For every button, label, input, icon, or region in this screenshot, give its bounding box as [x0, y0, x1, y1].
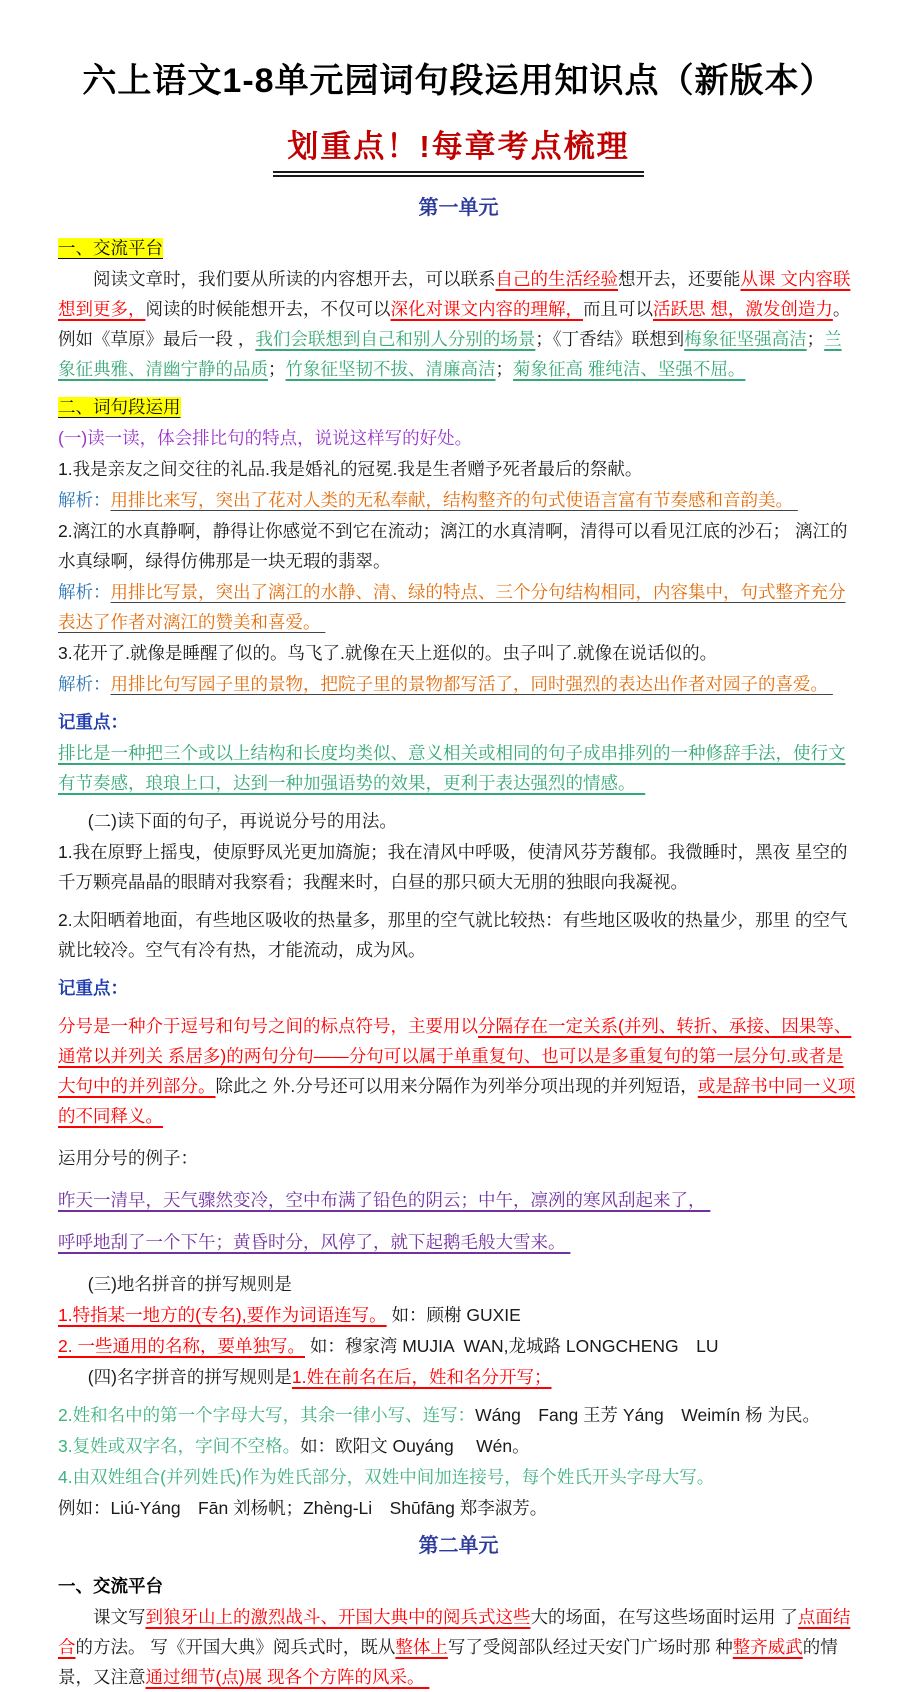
- semicolon-sample-line-2: [58, 1227, 859, 1257]
- text-segment: 或是辞书中同一义项的不同释义。: [58, 1075, 856, 1126]
- paragraph-scene-writing: [58, 1602, 859, 1692]
- text-segment: ；: [268, 358, 286, 379]
- text-segment: Wáng Fang 王芳 Yáng Weimín 杨 为民。: [475, 1404, 821, 1425]
- text-segment: (三)地名拼音的拼写规则是: [87, 1273, 292, 1294]
- name-rule-2: [58, 1400, 859, 1430]
- text-segment: 分号是一种介于逗号和句号之间的标点符号，主要用以: [58, 1015, 478, 1036]
- name-rule-4: [58, 1462, 859, 1492]
- analysis-2: [58, 577, 859, 637]
- text-segment: 一、交流平台: [58, 237, 163, 258]
- text-segment: (四)名字拼音的拼写规则是: [87, 1366, 292, 1387]
- text-segment: ；《丁香结》联想到: [535, 328, 685, 349]
- subtitle-row: [58, 121, 859, 177]
- text-segment: 用排比句写园子里的景物，把院子里的景物都写活了，同时强烈的表达出作者对园子的喜爱。: [110, 673, 833, 694]
- text-segment: 自己的生活经验: [495, 268, 618, 289]
- text-segment: 排比是一种把三个或以上结构和长度均类似、意义相关或相同的句子成串排列的一种修辞手法，使行文有节奏感，琅琅上口，达到一种加强语势的效果，更利于表达强烈的情感。: [58, 742, 846, 793]
- text-segment: 的情景，又注意: [58, 1636, 838, 1687]
- text-segment: 解析：: [58, 581, 111, 602]
- keypoint-label-2: [58, 973, 859, 1003]
- text-segment: 深化对课文内容的理解，: [390, 298, 583, 319]
- section-heading-exchange-platform-1: [58, 233, 859, 263]
- name-rule-4-example: [58, 1493, 859, 1523]
- paragraph-reading-expansion: [58, 264, 859, 384]
- placename-rule-1: [58, 1300, 859, 1330]
- text-segment: 点面结合: [58, 1606, 851, 1657]
- text-segment: 1.特指某一地方的(专名),要作为词语连写。: [58, 1304, 387, 1325]
- text-segment: 3.复姓或双字名，字间不空格。: [58, 1435, 301, 1456]
- text-segment: (一)读一读，体会排比句的特点，说说这样写的好处。: [58, 427, 473, 448]
- text-segment: 运用分号的例子：: [58, 1147, 198, 1168]
- exercise-2-prompt: [58, 806, 859, 836]
- exercise-1-prompt: [58, 423, 859, 453]
- text-segment: 我们会联想到自己和别人分别的场景: [255, 328, 536, 349]
- text-segment: 2.太阳晒着地面，有些地区吸收的热量多，那里的空气就比较热：有些地区吸收的热量少，那里 的空气就比较冷。空气有冷有热，才能流动，成为风。: [58, 909, 848, 960]
- text-segment: 记重点：: [58, 977, 128, 998]
- text-segment: 整体上: [395, 1636, 448, 1657]
- text-segment: 的方法。 写《开国大典》阅兵式时，既从: [75, 1636, 396, 1657]
- text-segment: 竹象征坚韧不拔、清廉高洁: [285, 358, 496, 379]
- text-segment: 通过细节(点)展 现各个方阵的风采。: [145, 1666, 430, 1687]
- text-segment: 第二单元: [418, 1534, 499, 1557]
- text-segment: 如：欧阳文 Ouyáng Wén。: [300, 1435, 530, 1456]
- text-segment: 一、交流平台: [58, 1575, 163, 1596]
- text-segment: 第一单元: [418, 196, 499, 219]
- text-segment: 菊象征高 雅纯洁、坚强不屈。: [513, 358, 746, 379]
- text-segment: (二)读下面的句子，再说说分号的用法。: [87, 810, 397, 831]
- text-segment: 梅象征坚强高洁: [684, 328, 807, 349]
- text-segment: 用排比写景，突出了漓江的水静、清、绿的特点、三个分句结构相同，内容集中，句式整齐充分表达了作者对漓江的赞美和喜爱。: [58, 581, 846, 632]
- page-title: 六上语文1-8单元园词句段运用知识点（新版本）: [82, 62, 835, 100]
- text-segment: 如：穆家湾 MUJIA WAN,龙城路 LONGCHENG LU: [304, 1335, 719, 1356]
- text-segment: 分隔存在一定关系(并列、转折、承接、因果等、通常以并列关 系居多)的两句分句——分句可以属于单重复句、也可以是多重复句的第一层分句.或者是大句中的并列部分。: [58, 1015, 852, 1096]
- text-segment: 写了受阅部队经过天安门广场时那 种: [447, 1636, 733, 1657]
- exercise-3-prompt: [58, 1269, 859, 1299]
- example-sentence-3: [58, 638, 859, 668]
- semicolon-examples-label: [58, 1143, 859, 1173]
- semicolon-example-2: [58, 905, 859, 965]
- analysis-1: [58, 485, 859, 515]
- name-rule-3: [58, 1431, 859, 1461]
- example-sentence-2: [58, 516, 859, 576]
- semicolon-example-1: [58, 837, 859, 897]
- text-segment: 记重点：: [58, 711, 128, 732]
- text-segment: 如：顾榭 GUXIE: [386, 1304, 521, 1325]
- text-segment: 。例如《草原》最后一段 ，: [58, 298, 851, 349]
- text-segment: 课文写: [93, 1606, 146, 1627]
- text-segment: 2.漓江的水真静啊，静得让你感觉不到它在流动；漓江的水真清啊，清得可以看见江底的沙石； 漓江的水真绿啊，绿得仿佛那是一块无瑕的翡翠。: [58, 520, 848, 571]
- text-segment: 二、词句段运用: [58, 396, 181, 417]
- text-segment: 3.花开了.就像是睡醒了似的。鸟飞了.就像在天上逛似的。虫子叫了.就像在说话似的。: [58, 642, 718, 663]
- text-segment: 阅读文章时，我们要从所读的内容想开去，可以联系: [93, 268, 496, 289]
- keypoint-text-semicolon: [58, 1011, 859, 1131]
- text-segment: 而且可以: [583, 298, 653, 319]
- unit-2-heading: [58, 1531, 859, 1561]
- text-segment: 昨天一清早，天气骤然变冷，空中布满了铅色的阴云；中午，凛冽的寒风刮起来了，: [58, 1189, 711, 1210]
- placename-rule-2: [58, 1331, 859, 1361]
- section-heading-exchange-platform-2: [58, 1571, 859, 1601]
- page-subtitle: 划重点！!每章考点梳理: [273, 121, 643, 177]
- text-segment: 阅读的时候能想开去，不仅可以: [145, 298, 391, 319]
- text-segment: 2. 一些通用的名称，要单独写。: [58, 1335, 305, 1356]
- keypoint-text-paibi: [58, 738, 859, 798]
- text-segment: 解析：: [58, 673, 111, 694]
- text-segment: 整齐威武: [732, 1636, 803, 1657]
- text-segment: 大的场面，在写这些场面时运用 了: [530, 1606, 798, 1627]
- text-segment: ；: [806, 328, 825, 349]
- text-segment: 1.我是亲友之间交往的礼品.我是婚礼的冠冕.我是生者赠予死者最后的祭献。: [58, 458, 643, 479]
- text-segment: 除此之 外.分号还可以用来分隔作为列举分项出现的并列短语，: [215, 1075, 698, 1096]
- text-segment: 从课 文内容联想到更多，: [58, 268, 851, 319]
- semicolon-sample-line-1: [58, 1185, 859, 1215]
- text-segment: 例如：Liú-Yáng Fān 刘杨帆；Zhèng-Li Shūfāng 郑李淑芳。: [58, 1497, 548, 1518]
- text-segment: 兰象征典雅、清幽宁静的品质: [58, 328, 842, 379]
- example-sentence-1: [58, 454, 859, 484]
- section-heading-word-sentence-usage: [58, 392, 859, 422]
- unit-1-heading: [58, 193, 859, 223]
- text-segment: 1.我在原野上摇曳，使原野凤光更加旖旎；我在清风中呼吸，使清风芬芳馥郁。我微睡时，黑夜 星空的千万颗亮晶晶的眼睛对我察看；我醒来时，白昼的那只硕大无朋的独眼向我凝视。: [58, 841, 848, 892]
- analysis-3: [58, 669, 859, 699]
- keypoint-label-1: [58, 707, 859, 737]
- document-blocks: [58, 193, 859, 1692]
- text-segment: 用排比来写，突出了花对人类的无私奉献，结构整齐的句式使语言富有节奏感和音韵美。: [110, 489, 798, 510]
- text-segment: 到狼牙山上的激烈战斗、开国大典中的阅兵式这些: [145, 1606, 531, 1627]
- text-segment: 活跃思 想，激发创造力: [653, 298, 833, 319]
- text-segment: 想开去，还要能: [618, 268, 741, 289]
- text-segment: 4.由双姓组合(并列姓氏)作为姓氏部分，双姓中间加连接号，每个姓氏开头字母大写。: [58, 1466, 715, 1487]
- text-segment: ；: [495, 358, 513, 379]
- text-segment: 呼呼地刮了一个下午；黄昏时分，风停了，就下起鹅毛般大雪来。: [58, 1231, 571, 1252]
- text-segment: 解析：: [58, 489, 111, 510]
- text-segment: 2.姓和名中的第一个字母大写，其余一律小写、连写：: [58, 1404, 476, 1425]
- exercise-4-prompt: [58, 1362, 859, 1392]
- text-segment: 1.姓在前名在后，姓和名分开写；: [291, 1366, 552, 1387]
